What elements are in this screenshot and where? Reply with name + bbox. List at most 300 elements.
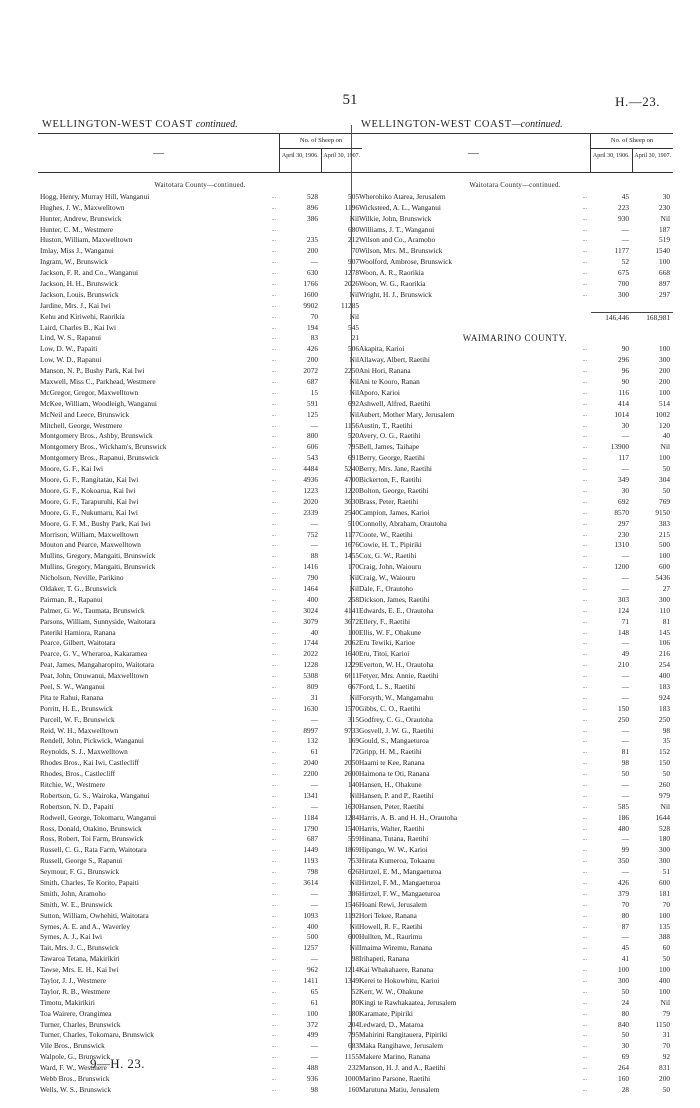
owner-name: Kai Whakahaere, Ranana	[359, 965, 434, 975]
sheep-1906: 1193	[303, 856, 318, 866]
owner-name: Jackson, Louis, Brunswick	[40, 289, 119, 299]
left-column	[38, 117, 362, 1096]
sheep-1907: 519	[659, 235, 670, 245]
sheep-1907: 692	[348, 398, 359, 408]
sheep-1906: 1228	[303, 660, 318, 670]
sheep-1906: 3079	[303, 616, 318, 626]
table-row	[357, 628, 673, 639]
leader-dots: ...	[271, 978, 276, 985]
sheep-1906: 297	[618, 518, 629, 528]
owner-name: Reid, W. H., Maxwelltown	[40, 725, 119, 735]
sheep-1907: 2250	[344, 366, 359, 376]
leader-dots: ...	[271, 749, 276, 756]
sheep-1906: 61	[310, 747, 318, 757]
table-row	[357, 791, 673, 802]
sheep-1907: Nil	[349, 289, 359, 299]
owner-name: Moore, G. F., Tarapuruhi, Kai Iwi	[40, 496, 139, 506]
owner-name: Aporo, Karioi	[359, 387, 400, 397]
sheep-1906: 840	[618, 1019, 629, 1029]
table-row	[357, 497, 673, 508]
sheep-1907: 683	[348, 1041, 359, 1051]
owner-name: Reynolds, S. J., Maxwelltown	[40, 747, 128, 757]
leader-dots: ...	[582, 890, 587, 897]
table-row	[38, 540, 362, 551]
table-row	[38, 758, 362, 769]
sheep-1906: 8997	[303, 725, 318, 735]
leader-dots: ...	[582, 651, 587, 658]
sheep-1906: 88	[310, 551, 318, 561]
table-row	[357, 1052, 673, 1063]
owner-name: Bolton, George, Raetihi	[359, 485, 429, 495]
owner-name: Vile Bros., Brunswick	[40, 1041, 105, 1051]
owner-name: Haimona te Oti, Ranana	[359, 769, 430, 779]
leader-dots: ...	[582, 803, 587, 810]
sheep-1907: Nil	[349, 311, 359, 321]
sheep-1907: 27	[662, 583, 670, 593]
table-row	[357, 1074, 673, 1085]
sheep-1906: 675	[618, 268, 629, 278]
leader-dots: ...	[271, 498, 276, 505]
sheep-1906: —	[621, 736, 629, 746]
table-row	[357, 922, 673, 933]
sheep-1906: 45	[621, 191, 629, 201]
owner-name: Hori Tekee, Ranana	[359, 910, 417, 920]
sheep-1907: 600	[659, 562, 670, 572]
table-row	[357, 530, 673, 541]
sheep-1906: —	[310, 954, 318, 964]
leader-dots: ...	[582, 1076, 587, 1083]
leader-dots: ...	[582, 847, 587, 854]
table-row	[357, 649, 673, 660]
sheep-1907: 600	[348, 932, 359, 942]
sheep-1906: 4936	[303, 475, 318, 485]
owner-name: Moore, G. F., Kokoarua, Kai Iwi	[40, 485, 136, 495]
leader-dots: ...	[582, 727, 587, 734]
owner-name: Hirtzel, F. W., Mangaeturoa	[359, 888, 441, 898]
table-row	[357, 900, 673, 911]
sheep-1906: 81	[621, 747, 629, 757]
table-row	[38, 410, 362, 421]
leader-dots: ...	[271, 988, 276, 995]
owner-name: Lind, W. S., Rapanui	[40, 333, 102, 343]
year-1906-header: April 30, 1906.	[592, 153, 630, 159]
name-column-header: —	[468, 147, 479, 159]
sheep-1907: 626	[348, 867, 359, 877]
sheep-1906: 50	[621, 769, 629, 779]
sheep-1906: 606	[307, 442, 318, 452]
sheep-1907: 100	[659, 344, 670, 354]
sheep-1906: 69	[621, 1052, 629, 1062]
owner-name: Hoani Rewi, Jerusalem	[359, 899, 427, 909]
owner-name: Wilson, Mrs. M., Brunswick	[359, 246, 443, 256]
sheep-1906: —	[621, 834, 629, 844]
leader-dots: ...	[271, 901, 276, 908]
table-row	[38, 736, 362, 747]
title-suffix: continued.	[195, 119, 238, 130]
sheep-1906: 1766	[303, 279, 318, 289]
sheep-1906: —	[310, 801, 318, 811]
leader-dots: ...	[582, 455, 587, 462]
sheep-1906: —	[310, 420, 318, 430]
table-row	[357, 464, 673, 475]
leader-dots: ...	[271, 956, 276, 963]
table-row	[357, 736, 673, 747]
sheep-1906: 15	[310, 387, 318, 397]
sheep-1907: 545	[348, 322, 359, 332]
sheep-1906: 61	[310, 997, 318, 1007]
sheep-1907: 1640	[344, 649, 359, 659]
table-row	[357, 758, 673, 769]
table-row	[357, 410, 673, 421]
owner-name: Oldaker, T. G., Brunswick	[40, 583, 117, 593]
leader-dots: ...	[271, 781, 276, 788]
owner-name: Hansen, H., Ohakune	[359, 779, 422, 789]
sheep-1907: Nil	[349, 692, 359, 702]
leader-dots: ...	[582, 1065, 587, 1072]
sheep-1906: 98	[621, 758, 629, 768]
sheep-1907: 1540	[344, 823, 359, 833]
table-row	[357, 726, 673, 737]
table-row	[38, 453, 362, 464]
leader-dots: ...	[271, 564, 276, 571]
sheep-1907: 72	[351, 747, 359, 757]
table-row	[357, 235, 673, 246]
sheep-1906: 300	[618, 289, 629, 299]
table-row	[38, 791, 362, 802]
table-row	[38, 932, 362, 943]
owner-name: Moore, G. F., Nukumaru, Kai Iwi	[40, 507, 138, 517]
leader-dots: ...	[582, 389, 587, 396]
leader-dots: ...	[271, 705, 276, 712]
leader-dots: ...	[271, 694, 276, 701]
owner-name: Avery, O. G., Raetihi	[359, 431, 421, 441]
table-row	[357, 584, 673, 595]
sheep-1906: 800	[307, 431, 318, 441]
sheep-1907: 1220	[344, 485, 359, 495]
leader-dots: ...	[582, 215, 587, 222]
sheep-1907: 50	[662, 954, 670, 964]
sheep-1907: Nil	[349, 878, 359, 887]
leader-dots: ...	[582, 357, 587, 364]
owner-name: Ashwell, Alfred, Raetihi	[359, 398, 431, 408]
owner-name: Manson, H. J. and A., Raetihi	[359, 1063, 446, 1073]
owner-name: Everton, W. H., Orautoha	[359, 660, 434, 670]
leader-dots: ...	[582, 760, 587, 767]
owner-name: Webb Bros., Brunswick	[40, 1074, 110, 1084]
table-row	[38, 1020, 362, 1031]
owner-name: Waitotara County—continued.	[469, 182, 561, 189]
sheep-1906: 692	[618, 496, 629, 506]
sheep-1906: 80	[621, 910, 629, 920]
sheep-1907: 667	[348, 681, 359, 691]
table-row	[357, 562, 673, 573]
sheep-1906: 2020	[303, 496, 318, 506]
leader-dots: ...	[582, 683, 587, 690]
owner-name: Wells, W. S., Brunswick	[40, 1084, 111, 1094]
owner-name: Russell, C. G., Rata Farm, Waitotara	[40, 845, 147, 855]
leader-dots: ...	[271, 368, 276, 375]
sheep-1906: 1341	[303, 790, 318, 800]
leader-dots: ...	[271, 890, 276, 897]
sheep-1907: 6611	[344, 671, 359, 681]
table-row	[357, 421, 673, 432]
sheep-1907: 300	[659, 594, 670, 604]
table-row	[357, 595, 673, 606]
sheep-1906: 962	[307, 965, 318, 975]
table-row	[357, 344, 673, 355]
table-row	[38, 780, 362, 791]
sheep-1906: 400	[307, 921, 318, 931]
page-footer: 9—H. 23.	[90, 1056, 145, 1071]
owner-name: Berry, George, Raetihi	[359, 453, 425, 463]
sheep-1906: 235	[307, 235, 318, 245]
sheep-1906: 528	[307, 191, 318, 201]
table-row	[38, 355, 362, 366]
owner-name: Marutuna Matiu, Jerusalem	[359, 1084, 440, 1094]
sheep-1907: 120	[659, 420, 670, 430]
leader-dots: ...	[582, 912, 587, 919]
sheep-1906: 1600	[303, 289, 318, 299]
table-row	[357, 911, 673, 922]
owner-name: Timotu, Makirikiri	[40, 997, 95, 1007]
sheep-1907: 1192	[344, 910, 359, 920]
table-row	[357, 638, 673, 649]
sheep-1906: 83	[310, 333, 318, 343]
sheep-1907: 3630	[344, 496, 359, 506]
leader-dots: ...	[582, 346, 587, 353]
leader-dots: ...	[271, 237, 276, 244]
owner-name: Pearce, Gilbert, Waitotara	[40, 638, 116, 648]
table-row	[357, 1063, 673, 1074]
total-row	[357, 312, 673, 323]
table-row	[38, 323, 362, 334]
owner-name: Harris, Walter, Raetihi	[359, 823, 425, 833]
owner-name: Rodwell, George, Tokomaru, Wanganui	[40, 812, 157, 822]
sheep-1906: 116	[618, 387, 629, 397]
sheep-1906: —	[621, 573, 629, 583]
sheep-1906: 200	[307, 246, 318, 256]
leader-dots: ...	[271, 1032, 276, 1039]
leader-dots: ...	[271, 727, 276, 734]
leader-dots: ...	[271, 270, 276, 277]
leader-dots: ...	[582, 1086, 587, 1093]
owner-name	[357, 323, 673, 334]
table-row	[38, 366, 362, 377]
sheep-1906: 1093	[303, 910, 318, 920]
sheep-1906: 936	[307, 1074, 318, 1084]
table-row	[38, 965, 362, 976]
leader-dots: ...	[582, 738, 587, 745]
sheep-1907: 50	[662, 485, 670, 495]
sheep-1906: 13900	[610, 442, 629, 452]
table-row	[357, 1085, 673, 1096]
right-column	[357, 117, 673, 1096]
sheep-1907: 1155	[344, 1052, 359, 1062]
sheep-1906: 1014	[614, 409, 629, 419]
sheep-1906: 2200	[303, 769, 318, 779]
sheep-1906: 71	[621, 616, 629, 626]
leader-dots: ...	[271, 1010, 276, 1017]
leader-dots: ...	[582, 433, 587, 440]
sheep-1907: 1546	[344, 899, 359, 909]
table-row	[38, 530, 362, 541]
table-row	[38, 769, 362, 780]
name-column-header: —	[153, 147, 164, 159]
owner-name: Hansen, P. and P., Raetihi	[359, 790, 434, 800]
sheep-1906: 148	[618, 627, 629, 637]
owner-name: Eru, Titoi, Karioi	[359, 649, 410, 659]
leader-dots: ...	[582, 640, 587, 647]
owner-name: Akapita, Karioi	[359, 344, 405, 354]
owner-name: Berry, Mrs. Jane, Raetihi	[359, 464, 432, 474]
leader-dots: ...	[582, 716, 587, 723]
owner-name: Woon, A. R., Raorikia	[359, 268, 424, 278]
sheep-1907: 5240	[344, 464, 359, 474]
sheep-1907: 300	[659, 845, 670, 855]
table-row	[38, 747, 362, 758]
sheep-1906: —	[310, 779, 318, 789]
owner-name: Porritt, H. E., Brunswick	[40, 703, 113, 713]
owner-name: McGregor, Gregor, Maxwelltown	[40, 387, 139, 397]
sheep-1906: 49	[621, 649, 629, 659]
column-title	[38, 117, 362, 133]
table-row	[357, 617, 673, 628]
leader-dots: ...	[271, 585, 276, 592]
table-row	[38, 301, 362, 312]
sheep-1906: 687	[307, 834, 318, 844]
table-row	[357, 399, 673, 410]
leader-dots: ...	[582, 814, 587, 821]
sheep-1907: 160	[348, 1084, 359, 1094]
sheep-1906: 124	[618, 605, 629, 615]
sheep-1906: 1257	[303, 943, 318, 953]
sheep-1907: 528	[659, 823, 670, 833]
table-row	[38, 235, 362, 246]
sheep-1906: 798	[307, 867, 318, 877]
table-row	[38, 464, 362, 475]
leader-dots: ...	[271, 673, 276, 680]
owner-name: Robertson, N. D., Papaiti	[40, 801, 114, 811]
sheep-column-header	[590, 134, 673, 172]
table-row	[38, 519, 362, 530]
table-row	[357, 824, 673, 835]
owner-name: Hullten, M., Raurimu	[359, 932, 423, 942]
owner-name: Hogg, Henry, Murray Hill, Wanganui	[40, 191, 150, 201]
owner-name: Pita te Rahui, Ranana	[40, 692, 104, 702]
sheep-1907: 1156	[344, 420, 359, 430]
sheep-1906: 630	[307, 268, 318, 278]
owner-name: Smith, Charles, Te Korito, Papaiti	[40, 878, 139, 887]
sheep-1906: 300	[618, 976, 629, 986]
table-row	[357, 856, 673, 867]
sheep-1906: 1200	[614, 562, 629, 572]
table-row	[357, 508, 673, 519]
owner-name: Huston, William, Maxwelltown	[40, 235, 133, 245]
table-row	[357, 976, 673, 987]
sheep-1906: 90	[621, 377, 629, 387]
sheep-1906: 1416	[303, 562, 318, 572]
table-row	[357, 1041, 673, 1052]
sheep-1907: 100	[348, 627, 359, 637]
leader-dots: ...	[582, 564, 587, 571]
owner-name: Hunter, Andrew, Brunswick	[40, 213, 122, 223]
owner-name: Manson, N. P., Bushy Park, Kai Iwi	[40, 366, 145, 376]
sheep-1906: 349	[618, 475, 629, 485]
table-row	[38, 442, 362, 453]
sheep-1907: 4700	[344, 475, 359, 485]
sheep-1906: —	[310, 714, 318, 724]
sheep-1907: 691	[348, 453, 359, 463]
owner-name: Mahirini Rangitauera, Pipiriki	[359, 1030, 448, 1040]
sheep-1907: 212	[348, 235, 359, 245]
leader-dots: ...	[582, 825, 587, 832]
owner-name: WAIMARINO COUNTY.	[462, 333, 568, 344]
table-row	[38, 845, 362, 856]
leader-dots: ...	[582, 596, 587, 603]
table-row	[38, 573, 362, 584]
table-row	[38, 682, 362, 693]
table-row	[38, 704, 362, 715]
owner-name: Montgomery Bros., Ashby, Brunswick	[40, 431, 153, 441]
sheep-1907: 258	[348, 594, 359, 604]
table-row	[357, 377, 673, 388]
sheep-1906: —	[621, 551, 629, 561]
sheep-1906: 194	[307, 322, 318, 332]
leader-dots: ...	[271, 1054, 276, 1061]
table-row	[38, 562, 362, 573]
table-row	[357, 987, 673, 998]
sheep-1906: 80	[621, 1008, 629, 1018]
sheep-1907: 168,981	[632, 312, 673, 323]
sheep-1906: 543	[307, 453, 318, 463]
sheep-1907: Nil	[349, 409, 359, 419]
leader-dots: ...	[271, 575, 276, 582]
leader-dots: ...	[582, 259, 587, 266]
sheep-1906	[280, 225, 321, 236]
sheep-1907: 40	[662, 431, 670, 441]
sheep-1907: 31	[662, 1030, 670, 1040]
owner-name: Ford, L. S., Raetihi	[359, 681, 416, 691]
owner-name: Mitchell, George, Westmere	[40, 420, 123, 430]
leader-dots: ...	[271, 509, 276, 516]
sheep-1907: 2540	[344, 507, 359, 517]
table-row	[38, 900, 362, 911]
table-row	[357, 257, 673, 268]
table-row	[357, 214, 673, 225]
sheep-1906: 50	[621, 1030, 629, 1040]
leader-dots: ...	[271, 444, 276, 451]
leader-dots: ...	[271, 934, 276, 941]
owner-name: Wilkie, John, Brunswick	[359, 213, 432, 223]
owner-name: Nicholson, Neville, Parikino	[40, 573, 124, 583]
leader-dots: ...	[271, 335, 276, 342]
sheep-1907: 81	[662, 616, 670, 626]
sheep-1907: 1278	[344, 268, 359, 278]
table-row	[357, 965, 673, 976]
sheep-1907: 1177	[344, 529, 359, 539]
leader-dots: ...	[271, 477, 276, 484]
table-row	[38, 257, 362, 268]
sheep-1906: 210	[618, 660, 629, 670]
owner-name: Maka Rangihawe, Jerusalem	[359, 1041, 444, 1051]
leader-dots: ...	[582, 749, 587, 756]
leader-dots: ...	[582, 945, 587, 952]
sheep-1906: —	[310, 1041, 318, 1051]
table-row	[38, 486, 362, 497]
table-row	[38, 290, 362, 301]
owner-name: Rendell, John, Pickwick, Wanganui	[40, 736, 144, 746]
table-body	[357, 173, 673, 1096]
